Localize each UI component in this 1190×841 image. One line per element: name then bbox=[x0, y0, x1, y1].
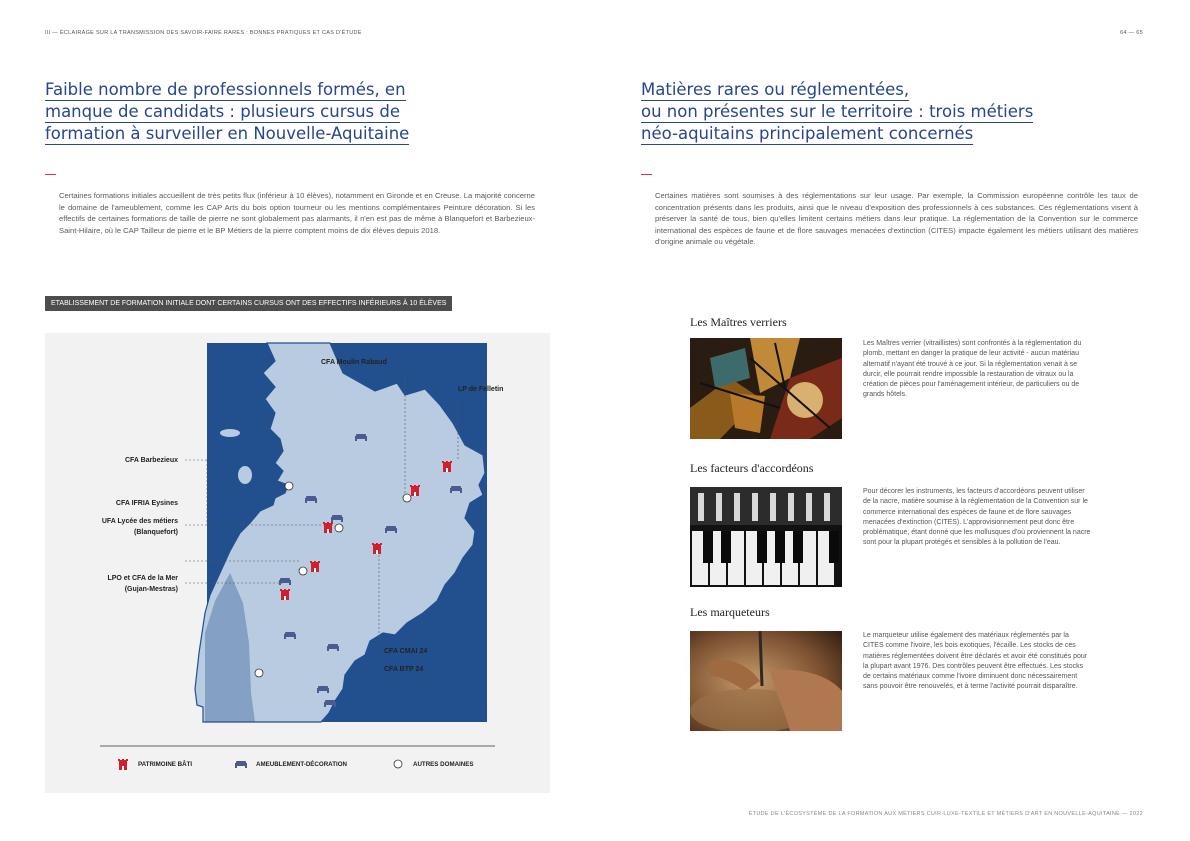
stained-glass-photo bbox=[690, 338, 842, 439]
accordion-keys-photo bbox=[690, 487, 842, 587]
legend-castle-icon bbox=[118, 759, 128, 770]
left-title bbox=[45, 79, 485, 145]
red-dash bbox=[641, 174, 652, 175]
section-title-marqueteurs: Les marqueteurs bbox=[690, 605, 770, 619]
footer-text: ÉTUDE DE L'ÉCOSYSTÈME DE LA FORMATION AUX MÉTIERS CUIR-LUXE-TEXTILE ET MÉTIERS D'ART EN NOUVELLE-AQUITAINE — 2022 bbox=[748, 811, 1143, 817]
label-cfa-barbezieux: CFA Barbezieux bbox=[124, 457, 178, 464]
label-lpo-line2: (Gujan-Mestras) bbox=[124, 585, 178, 593]
marquetry-photo bbox=[690, 631, 842, 731]
page-numbers: 64 — 65 bbox=[1120, 30, 1143, 36]
right-title-line: Matières rares ou réglementées, bbox=[641, 80, 910, 99]
right-body: Certaines matières sont soumises à des réglementations sur leur usage. Par exemple, la Commission européenne contrôle les taux de concentration présents dans les produits, ainsi que le niveau d'exposition des professionnels à ces substances. Ces réglementations visent à préserver la santé de tous, bien qu'elles limitent certains métiers dans leur pratique. La réglementation de la Convention sur le commerce international des espèces de faune et de flore sauvages menacées d'extinction (CITES) impacte également les métiers utilisant des matières d'origine animale ou végétale. bbox=[655, 191, 1138, 247]
right-title-line: ou non présentes sur le territoire : trois métiers bbox=[641, 102, 1034, 121]
section-text-maitres-verriers: Les Maîtres verrier (vitraillistes) sont confrontés à la réglementation du plomb, mettant en danger la pratique de leur activité - aucun matériau alternatif n'ayant été trouvé à ce jour. Si la réglementation venait à se durcir, elle pourrait rendre impossible la restauration de vitraux ou la création de pièces pour l'aménagement intérieur, de particuliers ou de grands hôtels. bbox=[863, 340, 1082, 399]
running-header: III — ÉCLAIRAGE SUR LA TRANSMISSION DES SAVOIR-FAIRE RARES : BONNES PRATIQUES ET CAS D'ÉTUDE bbox=[45, 30, 362, 36]
region-map bbox=[45, 333, 550, 793]
label-lpo-line1: LPO et CFA de la Mer bbox=[107, 575, 178, 582]
label-ufa-line1: UFA Lycée des métiers bbox=[101, 518, 178, 525]
red-dash bbox=[45, 174, 56, 175]
legend-ameublement: AMEUBLEMENT-DÉCORATION bbox=[256, 761, 347, 768]
map-edge bbox=[487, 343, 491, 722]
circle-marker bbox=[299, 567, 307, 575]
right-title bbox=[641, 79, 1121, 145]
label-ufa-lycee bbox=[102, 517, 178, 538]
left-title-line: manque de candidats : plusieurs cursus de bbox=[45, 102, 400, 121]
castle-icon bbox=[442, 461, 452, 472]
section-text-marqueteurs: Le marqueteur utilise également des matériaux réglementés par la CITES comme l'ivoire, les bois exotiques, l'écaille. Les stocks de ces matières réglementées doivent être déclarés et avoir été constitués pour la plupart avant 1976. Des contrôles peuvent être effectués. Les stocks de certains matériaux comme l'ivoire diminuent donc nécessairement sans pouvoir être renouvelés, et à terme l'activité pourrait disparaître. bbox=[863, 632, 1088, 691]
island-re bbox=[220, 429, 240, 437]
island-oleron bbox=[238, 466, 252, 484]
circle-marker bbox=[285, 482, 293, 490]
left-title-line: Faible nombre de professionnels formés, en bbox=[45, 80, 406, 99]
castle-icon bbox=[410, 485, 420, 496]
legend-circle-icon bbox=[394, 760, 402, 768]
circle-marker bbox=[335, 524, 343, 532]
label-cfa-moulin-rabaud: CFA Moulin Rabaud bbox=[321, 359, 387, 366]
label-lp-felletin: LP de Felletin bbox=[458, 386, 504, 393]
castle-icon bbox=[310, 561, 320, 572]
castle-icon bbox=[280, 589, 290, 600]
label-lpo-cfa-mer bbox=[107, 574, 178, 595]
label-cfa-cmai: CFA CMAI 24 bbox=[384, 648, 428, 655]
section-title-accordeons: Les facteurs d'accordéons bbox=[690, 461, 814, 475]
left-title-line: formation à surveiller en Nouvelle-Aquitaine bbox=[45, 124, 410, 143]
legend-armchair-icon bbox=[235, 761, 247, 768]
legend-autres: AUTRES DOMAINES bbox=[413, 761, 474, 768]
castle-icon bbox=[372, 543, 382, 554]
label-cfa-ifria: CFA IFRIA Eysines bbox=[115, 500, 178, 507]
left-body: Certaines formations initiales accueillent de très petits flux (inférieur à 10 élèves), notamment en Gironde et en Creuse. La majorité concerne le domaine de l'ameublement, comme les CAP Arts du bois option tourneur ou les mentions complémentaires Peinture décoration. Si les effectifs de certaines formations de taille de pierre ne sont globalement pas alarmants, il n'en est pas de même à Blanquefort et Barbezieux-Saint-Hilaire, où le CAP Tailleur de pierre et le BP Métiers de la pierre comptent moins de dix élèves depuis 2018. bbox=[59, 191, 535, 235]
castle-icon bbox=[323, 522, 333, 533]
map-banner: ETABLISSEMENT DE FORMATION INITIALE DONT CERTAINS CURSUS ONT DES EFFECTIFS INFÉRIEURS À 10 ÉLÈVES bbox=[45, 296, 452, 311]
right-title-line: néo-aquitains principalement concernés bbox=[641, 124, 974, 143]
label-ufa-line2: (Blanquefort) bbox=[134, 528, 178, 536]
section-text-accordeons: Pour décorer les instruments, les facteurs d'accordéons peuvent utiliser de la nacre, matière soumise à la réglementation de la Convention sur le commerce international des espèces de faune et de flore sauvages menacées d'extinction (CITES). L'approvisionnement peut donc être problématique, étant donné que les mollusques d'où proviennent la nacre sont pour la plupart protégés et sensibles à la pollution de l'eau. bbox=[863, 488, 1091, 547]
circle-marker bbox=[403, 494, 411, 502]
section-title-maitres-verriers: Les Maîtres verriers bbox=[690, 315, 787, 329]
circle-marker bbox=[255, 669, 263, 677]
legend-patrimoine: PATRIMOINE BÂTI bbox=[138, 761, 193, 768]
label-cfa-btp: CFA BTP 24 bbox=[384, 666, 424, 673]
